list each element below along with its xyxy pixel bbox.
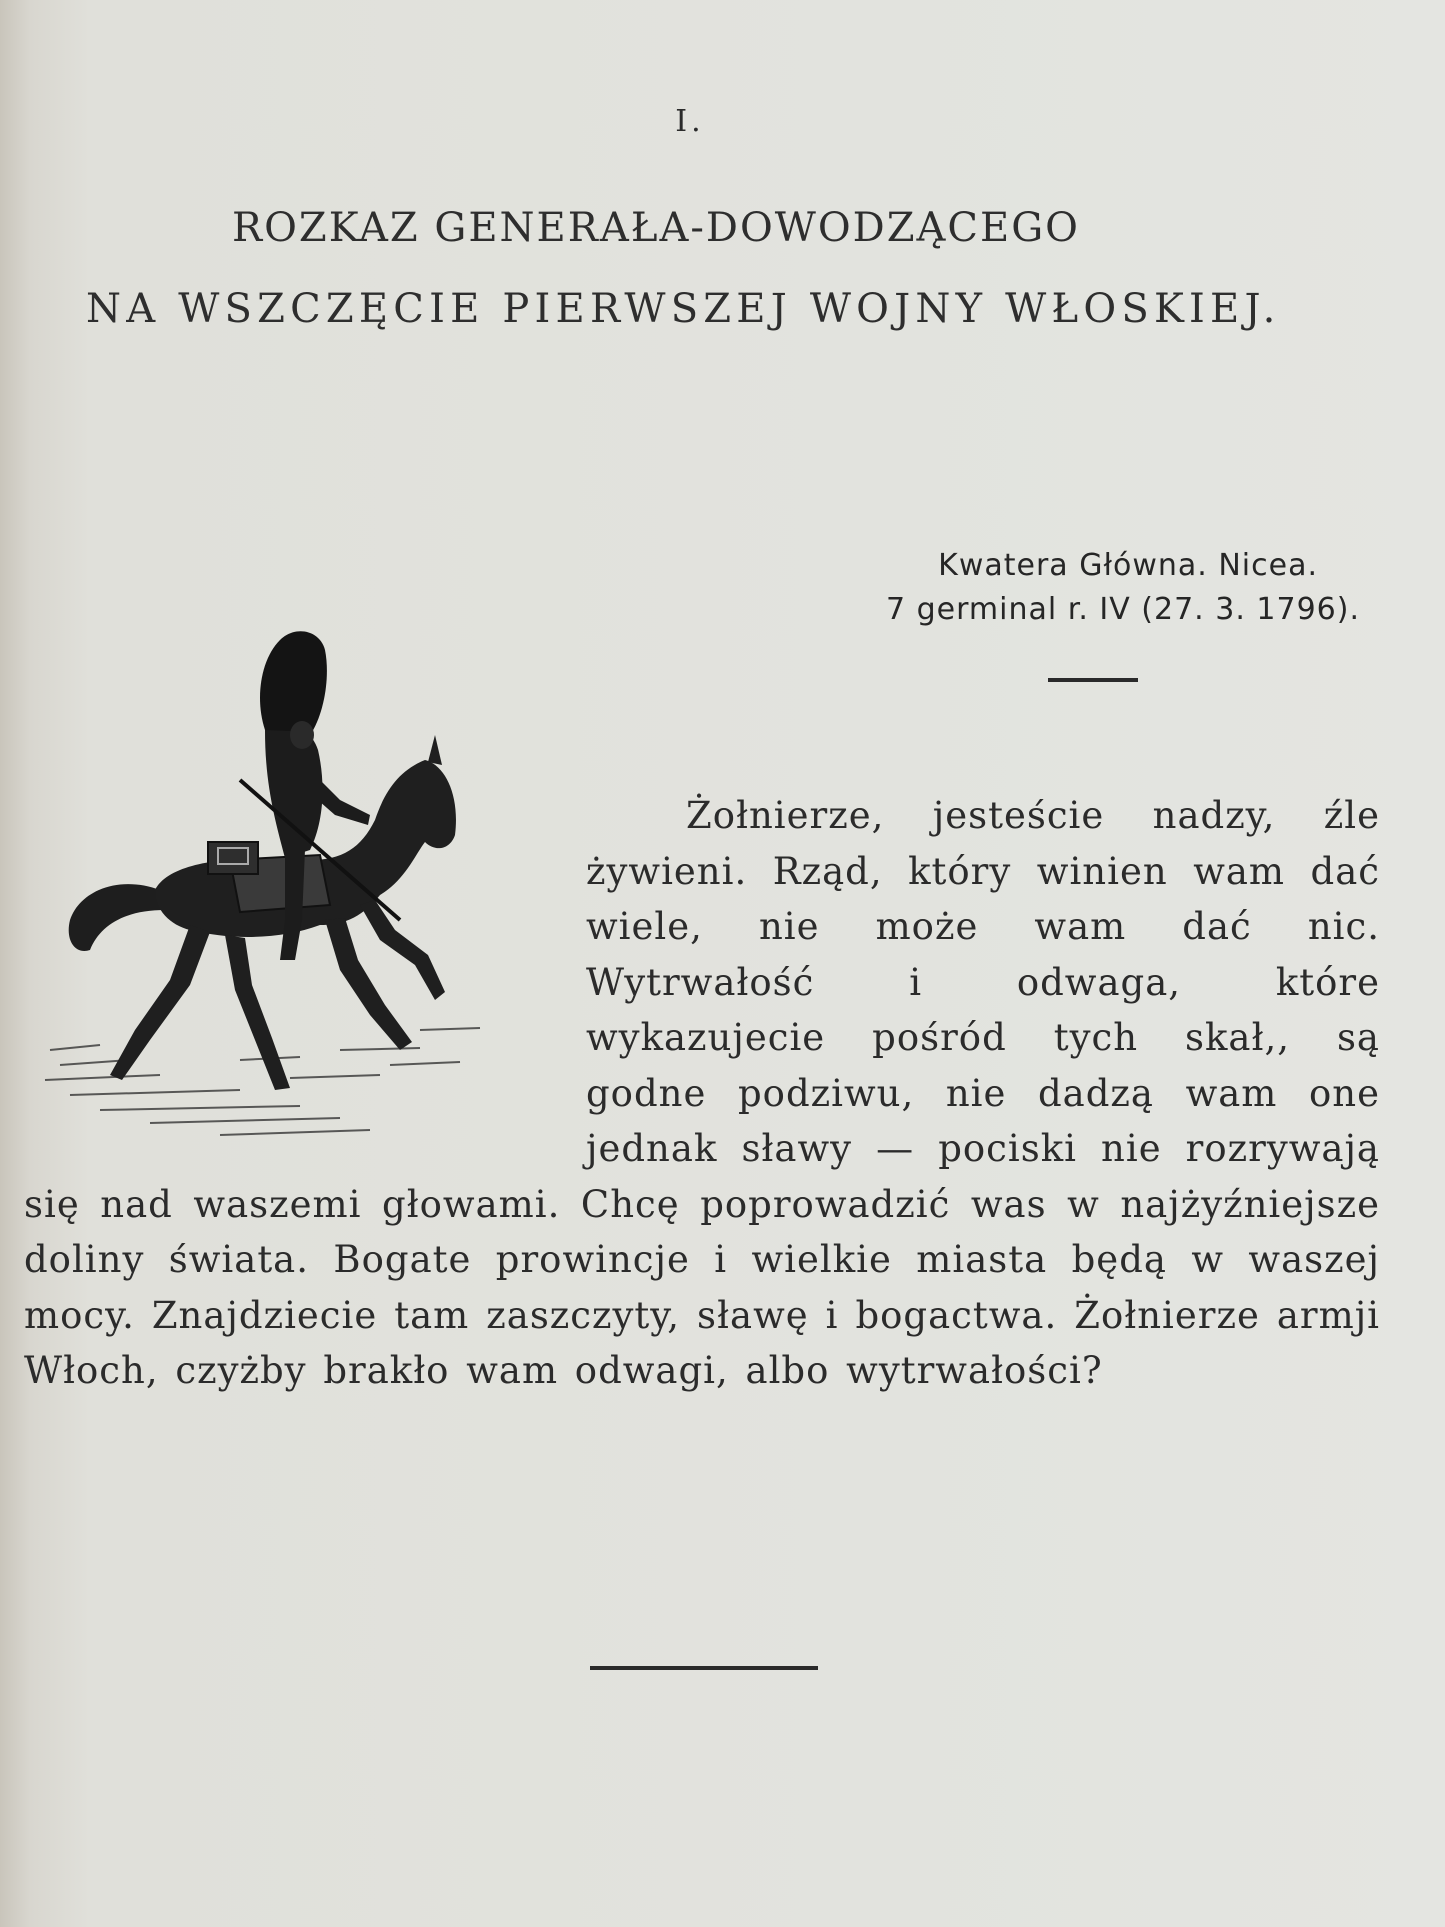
chapter-title-line-2: NA WSZCZĘCIE PIERWSZEJ WOJNY WŁOSKIEJ. [86, 286, 1281, 332]
separator-rule-bottom [590, 1666, 818, 1670]
dateline-place: Kwatera Główna. Nicea. [938, 548, 1318, 583]
chapter-title-line-1: ROZKAZ GENERAŁA-DOWODZĄCEGO [232, 205, 1080, 251]
body-paragraph-text: Żołnierze, jesteście nadzy, źle żywieni. Rząd, który winien wam dać wiele, nie może wam dać nic. Wytrwałość i odwaga, które wykazujecie pośród tych skał,, są godne podziwu, nie dadzą wam one jednak sławy — pociski nie rozrywają się nad waszemi głowami. Chcę poprowadzić was w najżyźniejsze doliny świata. Bogate prowincje i wielkie miasta będą w waszej mocy. Znajdziecie tam zaszczyty, sławę i bogactwa. Żołnierze armji Włoch, czyżby brakło wam odwagi, albo wytrwałości? [24, 794, 1380, 1392]
chapter-number: I. [675, 104, 705, 139]
illustration-wrap-space [24, 788, 586, 1168]
body-text [24, 788, 1380, 1399]
separator-rule-top [1048, 678, 1138, 682]
dateline-date: 7 germinal r. IV (27. 3. 1796). [885, 592, 1360, 627]
